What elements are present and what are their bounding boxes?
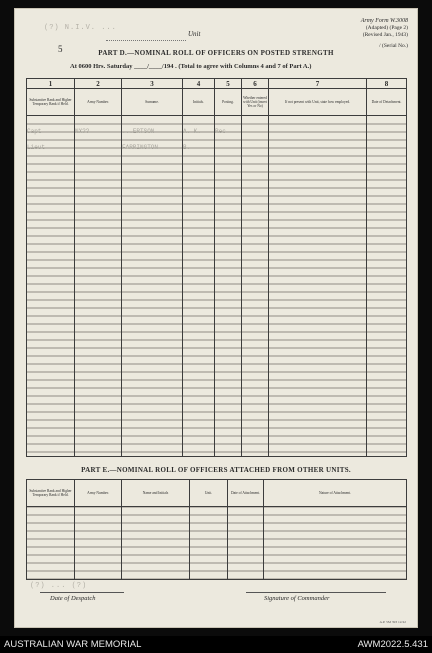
handwritten-entry: Lieut (27, 144, 46, 151)
column-header: Date of Detachment. (367, 89, 407, 116)
date-of-despatch-label: Date of Despatch (50, 595, 96, 602)
army-number-column[interactable] (75, 116, 122, 457)
form-title: Army Form W.3008 (360, 18, 408, 24)
part-d-table (26, 78, 407, 457)
column-number: 6 (242, 79, 269, 89)
column-number: 4 (183, 79, 215, 89)
print-code: A.P. 5M 393 12/42 (379, 620, 406, 624)
army-form-reference (361, 18, 408, 50)
accession-number: AWM2022.5.431 (357, 639, 428, 650)
unit-label: Unit (188, 30, 201, 38)
handwritten-entry: FARRINGTON (122, 144, 159, 151)
name-and-initials-column[interactable] (122, 507, 190, 580)
column-header: Army Number. (75, 480, 122, 507)
faded-footer-note: (?) ... (?) (30, 582, 88, 590)
date-of-detachment-column[interactable] (367, 116, 407, 457)
column-header: Substantive Rank and Higher Temporary Rank if Held. (27, 89, 75, 116)
column-number: 8 (367, 79, 407, 89)
handwritten-entry: ...ERTSON (122, 128, 155, 135)
how-employed-column[interactable] (269, 116, 367, 457)
handwritten-entry: Capt (27, 128, 42, 135)
signature-of-commander-label: Signature of Commander (264, 595, 330, 602)
institution-caption: AUSTRALIAN WAR MEMORIAL (4, 639, 142, 650)
initials-column[interactable] (183, 116, 215, 457)
column-header: Unit. (190, 480, 228, 507)
column-header: Substantive Rank and Higher Temporary Rank if Held. (27, 480, 75, 507)
column-number: 7 (269, 79, 367, 89)
rank-column[interactable] (27, 507, 75, 580)
handwritten-entry: Rec (215, 128, 226, 135)
column-header: Surname. (122, 89, 183, 116)
column-header: Date of Attachment. (228, 480, 264, 507)
part-e-entry-rows (27, 507, 407, 580)
surname-column[interactable] (122, 116, 183, 457)
entry-rows (27, 116, 407, 457)
unit-line (106, 30, 186, 41)
part-e-title: PART E.—NOMINAL ROLL OF OFFICERS ATTACHED FROM OTHER UNITS. (81, 466, 351, 474)
column-header: Name and Initials (122, 480, 190, 507)
part-d-subtitle: At 0600 Hrs. Saturday ____/____/194 . (Total to agree with Columns 4 and 7 of Part A.) (70, 63, 312, 70)
column-header-row (27, 89, 407, 116)
column-header: If not present with Unit, state how employed. (269, 89, 367, 116)
unit-column[interactable] (190, 507, 228, 580)
column-header: Nature of Attachment. (264, 480, 407, 507)
posting-column[interactable] (215, 116, 242, 457)
column-number: 1 (27, 79, 75, 89)
column-header: Army Number. (75, 89, 122, 116)
unit-faded-text: (?) N.I.V. ... (44, 24, 117, 32)
part-e-header-row (27, 480, 407, 507)
column-number: 2 (75, 79, 122, 89)
serial-number-label: / (Serial No.) (379, 43, 408, 49)
caption-bar (0, 636, 432, 653)
form-revised: (Revised Jan., 1943) (362, 32, 408, 38)
handwritten-mark: 5 (58, 44, 63, 54)
form-page (14, 8, 418, 628)
date-of-attachment-column[interactable] (228, 507, 264, 580)
part-e-table (26, 479, 407, 580)
column-number-row (27, 79, 407, 89)
handwritten-entry: NX?? (75, 128, 90, 135)
column-header: Whether entered with Unit (insert Yes or No) (242, 89, 269, 116)
column-header: Initials. (183, 89, 215, 116)
handwritten-entry: A. K. (183, 128, 202, 135)
nature-of-attachment-column[interactable] (264, 507, 407, 580)
entered-with-unit-column[interactable] (242, 116, 269, 457)
handwritten-entry: B. (183, 144, 191, 151)
column-header: Posting. (215, 89, 242, 116)
part-d-title: PART D.—NOMINAL ROLL OF OFFICERS ON POSTED STRENGTH (98, 49, 334, 57)
despatch-date-line (40, 592, 124, 593)
signature-line (246, 592, 386, 593)
rank-column[interactable] (27, 116, 75, 457)
army-number-column[interactable] (75, 507, 122, 580)
column-number: 3 (122, 79, 183, 89)
column-number: 5 (215, 79, 242, 89)
form-adapted: (Adapted) (Page 2) (365, 25, 408, 31)
